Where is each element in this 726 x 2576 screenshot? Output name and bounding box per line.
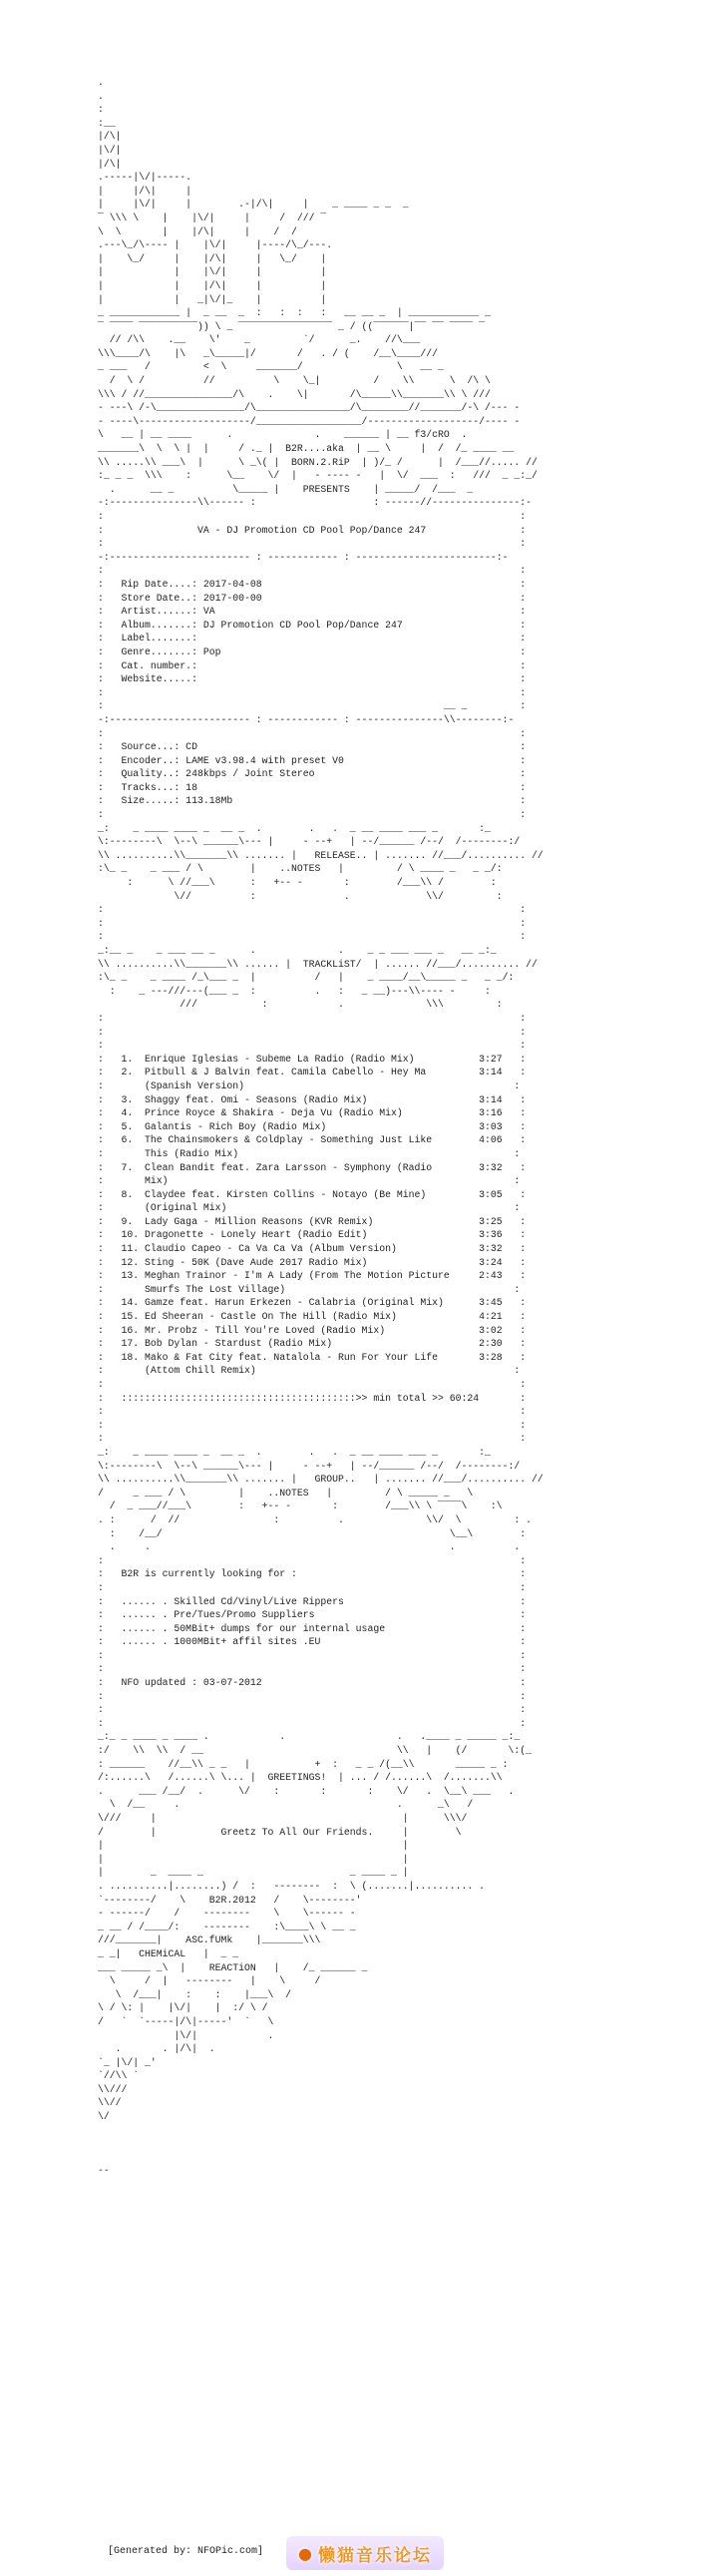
nfo-line: : : bbox=[98, 904, 527, 916]
nfo-line bbox=[98, 2137, 726, 2151]
nfo-line: \\ ..........\\_______\\ ...... | TRACKLiST/ | ...... //___/.......... // bbox=[98, 958, 538, 970]
nfo-line: :\_ _ _ ____ /_\___ _ | / | _ ____/__\_____ _ _ _/: bbox=[98, 972, 515, 984]
nfo-line: | _ ____ _ _ ____ _ | bbox=[98, 1867, 409, 1879]
nfo-line: . ..........|........) / : -------- : \ (.......|.......... . bbox=[98, 1880, 486, 1892]
nfo-line: : ...... . 1000MBit+ affil sites .EU : bbox=[98, 1636, 527, 1648]
nfo-line: / | Greetz To All Our Friends. | \ bbox=[98, 1826, 462, 1838]
nfo-line: : /__/ \__\ : bbox=[98, 1527, 527, 1539]
nfo-line: : : bbox=[98, 1433, 527, 1445]
nfo-line: | | |/\| | | bbox=[98, 279, 327, 291]
nfo-line: | | |\/| | | bbox=[98, 266, 327, 278]
track-line: : (Original Mix) : bbox=[98, 1202, 521, 1214]
track-line: : : bbox=[98, 1406, 527, 1418]
nfo-line: /// : . \\\ : bbox=[98, 999, 503, 1011]
nfo-line: `_ |\/| _' bbox=[98, 2056, 157, 2068]
nfo-line: \\ ..........\\_______\\ ....... | RELEASE.. | ....... //___/.......... // bbox=[98, 849, 544, 861]
nfo-line: _ ___ / < \ _______/ \ __ _ bbox=[98, 361, 444, 373]
track-line: : : bbox=[98, 1379, 527, 1390]
nfo-line: / _ ___//___\ : +-- - : /___\\ \ ¯¯¯¯\ :\ bbox=[98, 1501, 503, 1512]
track-line: : 5. Galantis - Rich Boy (Radio Mix) 3:03 : bbox=[98, 1120, 527, 1132]
nfo-line: . __ _ \_____ | PRESENTS | _____/ /___ _ bbox=[98, 483, 474, 495]
nfo-line: \:--------\ \--\ ______\--- | - --+ | --/______ /--/ /--------:/ bbox=[98, 836, 521, 848]
track-line: : 3. Shaggy feat. Omi - Seasons (Radio Mix) 3:14 : bbox=[98, 1093, 527, 1105]
track-line: : Smurfs The Lost Village) : bbox=[98, 1283, 521, 1295]
nfo-line: `//\\ ` bbox=[98, 2070, 140, 2082]
nfo-line: : Tracks...: 18 : bbox=[98, 781, 527, 793]
track-line: : 6. The Chainsmokers & Coldplay - Something Just Like 4:06 : bbox=[98, 1134, 527, 1146]
nfo-line: : bbox=[98, 104, 104, 116]
nfo-line: |/\| bbox=[98, 158, 122, 170]
nfo-line: : : bbox=[98, 686, 527, 698]
nfo-line: : \ //___\ : +-- - : /___\\ / : bbox=[98, 877, 497, 889]
nfo-line: _ ____________ | _ __ _ : : : : __ __ _ | ____________ _ bbox=[98, 307, 491, 319]
nfo-line: : Rip Date....: 2017-04-08 : bbox=[98, 578, 527, 590]
nfo-line: : Quality..: 248kbps / Joint Stereo : bbox=[98, 768, 527, 780]
nfo-line: \ __ | __ ____ . . ______ | __ f3/cRO . bbox=[98, 429, 468, 441]
nfo-line: |\/| . bbox=[98, 2029, 274, 2041]
nfo-line: .-----|\/|-----. bbox=[98, 172, 192, 184]
nfo-line: : : bbox=[98, 1704, 527, 1716]
nfo-line: : Source...: CD : bbox=[98, 741, 527, 753]
nfo-line: : : bbox=[98, 1026, 527, 1038]
nfo-line: | |/\| | bbox=[98, 185, 192, 197]
track-line: : 8. Claydee feat. Kirsten Collins - Notayo (Be Mine) 3:05 : bbox=[98, 1188, 527, 1200]
nfo-line: -:------------------------ : ------------ : ------------------------:- bbox=[98, 551, 509, 563]
nfo-line: ¯ ¯¯¯¯ ¯¯¯¯¯¯¯¯¯¯)) \ _ ¯¯¯¯¯¯¯¯¯¯¯¯¯¯¯¯ _ / ((¯¯¯¯¯¯|¯¯ ¯¯ ¯¯¯¯ ¯ bbox=[98, 320, 486, 332]
nfo-line: -- bbox=[98, 2165, 110, 2177]
cat-logo-icon: ● bbox=[298, 2543, 314, 2563]
nfo-line: \\// bbox=[98, 2097, 122, 2109]
nfo-line: _______\ \ \ | | / ._ | B2R....aka | __ \ | / /_ ____ __ bbox=[98, 443, 515, 455]
nfo-line: / ` `-----|/\|-----' ` \ bbox=[98, 2015, 274, 2027]
nfo-line: ___ _____ _\ | REACTiON | /_ ______ _ bbox=[98, 1961, 368, 1973]
track-line: : (Spanish Version) : bbox=[98, 1079, 521, 1091]
tracklist-block bbox=[98, 1053, 726, 1419]
nfo-line: _: _ ____ ____ _ __ _ . . . _ __ ____ ___ _ :_ bbox=[98, 1446, 491, 1458]
nfo-line: _ __ / /____/: -------- :\____\ \ __ _ bbox=[98, 1921, 356, 1932]
nfo-line: \ /__ . . _\ / bbox=[98, 1799, 474, 1811]
nfo-line: : ...... . Skilled Cd/Vinyl/Live Rippers : bbox=[98, 1595, 527, 1607]
track-line: : (Attom Chill Remix) : bbox=[98, 1365, 521, 1377]
nfo-line: : : bbox=[98, 1690, 527, 1702]
nfo-line: \/// | | \\\/ bbox=[98, 1813, 468, 1824]
nfo-line: : : bbox=[98, 1419, 527, 1431]
nfo-line: -:------------------------ : ------------ : ---------------\\--------:- bbox=[98, 713, 515, 725]
track-line: : 2. Pitbull & J Balvin feat. Camila Cabello - Hey Ma 3:14 : bbox=[98, 1067, 527, 1078]
nfo-line: :\_ _ _ ___ / \ | ..NOTES | / \ ____ _ _ _/: bbox=[98, 863, 503, 875]
nfo-header-block bbox=[98, 76, 726, 1053]
track-line: : 15. Ed Sheeran - Castle On The Hill (Radio Mix) 4:21 : bbox=[98, 1311, 527, 1323]
nfo-line: . bbox=[98, 77, 104, 88]
nfo-line: : : bbox=[98, 1581, 527, 1593]
nfo-line: \ /___| : : |___\ / bbox=[98, 1988, 292, 2000]
nfo-text bbox=[0, 76, 726, 2540]
nfo-line: |/\| bbox=[98, 131, 122, 143]
nfo-line: : : bbox=[98, 809, 527, 821]
nfo-line: . . |/\| . bbox=[98, 2043, 215, 2055]
nfo-line: | | bbox=[98, 1853, 409, 1865]
nfo-line bbox=[98, 2151, 726, 2165]
nfo-line: . . . . bbox=[98, 1541, 521, 1553]
track-line: : 9. Lady Gaga - Million Reasons (KVR Remix) 3:25 : bbox=[98, 1215, 527, 1227]
nfo-line: | | bbox=[98, 1840, 409, 1852]
nfo-line: : ______ //__\\ _ _ | + : _ _ /(__\\ _____ _ : bbox=[98, 1758, 509, 1770]
page-footer bbox=[0, 2534, 726, 2576]
nfo-line: / \ / // \ \_| / \\ \ /\ \ bbox=[98, 375, 491, 387]
nfo-line: \\ .....\\ ___\ | \ _\( | BORN.2.RiP | )/_ / | /___//..... // bbox=[98, 456, 538, 468]
nfo-line: : : bbox=[98, 1012, 527, 1024]
track-line: : 10. Dragonette - Lonely Heart (Radio Edit) 3:36 : bbox=[98, 1229, 527, 1241]
nfo-line: : NFO updated : 03-07-2012 : bbox=[98, 1677, 527, 1689]
nfo-line: // /\\ .__ \' _ `/ _. //\___ bbox=[98, 334, 421, 346]
nfo-line: \\\____/\ |\ _\_____|/ / . / ( /__\____/// bbox=[98, 347, 438, 359]
nfo-line: - ----\-------------------/__________________/-------------------/---- - bbox=[98, 415, 521, 427]
nfo-line: \\\ / //_______________/\ . \| /\_____\\_______\\ \ /// bbox=[98, 388, 491, 400]
nfo-line: : : bbox=[98, 1649, 527, 1661]
generated-by-text: [Generated by: NFOPic.com] bbox=[108, 2546, 264, 2557]
track-line: : 7. Clean Bandit feat. Zara Larsson - Symphony (Radio 3:32 : bbox=[98, 1161, 527, 1173]
nfo-line: ///_______| ASC.fUMk |_______\\\ bbox=[98, 1934, 321, 1946]
nfo-line: \\/// bbox=[98, 2083, 128, 2095]
nfo-line: `--------/ \ B2R.2012 / \--------' bbox=[98, 1894, 362, 1906]
nfo-line: : : bbox=[98, 931, 527, 943]
nfo-line: : B2R is currently looking for : : bbox=[98, 1568, 527, 1580]
nfo-line: \ \ | |/\| | / / bbox=[98, 225, 297, 237]
track-line: : 1. Enrique Iglesias - Subeme La Radio (Radio Mix) 3:27 : bbox=[98, 1053, 527, 1065]
nfo-line: : : bbox=[98, 727, 527, 739]
nfo-line: : : bbox=[98, 1554, 527, 1566]
nfo-line: : Store Date..: 2017-00-00 : bbox=[98, 592, 527, 604]
track-line: : 13. Meghan Trainor - I'm A Lady (From The Motion Picture 2:43 : bbox=[98, 1270, 527, 1282]
nfo-line: : Genre.......: Pop : bbox=[98, 645, 527, 657]
track-line: : 18. Mako & Fat City feat. Natalola - Run For Your Life 3:28 : bbox=[98, 1351, 527, 1363]
nfo-line: _ _| CHEMiCAL | _ _ bbox=[98, 1947, 239, 1959]
nfo-line: : Album.......: DJ Promotion CD Pool Pop/Dance 247 : bbox=[98, 619, 527, 631]
track-line: : 11. Claudio Capeo - Ca Va Ca Va (Album Version) 3:32 : bbox=[98, 1243, 527, 1255]
nfo-line: . ___ /__/ . \/ : : : \/ . \__\ ___ . bbox=[98, 1785, 515, 1797]
nfo-line: : : bbox=[98, 538, 527, 550]
track-line: : 16. Mr. Probz - Till You're Loved (Radio Mix) 3:02 : bbox=[98, 1324, 527, 1336]
nfo-line: |\/| bbox=[98, 144, 122, 156]
track-line: : 17. Bob Dylan - Stardust (Radio Mix) 2:30 : bbox=[98, 1338, 527, 1350]
nfo-line: :__ bbox=[98, 117, 116, 129]
nfo-line: : : bbox=[98, 511, 527, 522]
nfo-line: : : bbox=[98, 1717, 527, 1729]
track-line: : Mix) : bbox=[98, 1175, 521, 1187]
nfo-line: \ / \: | |\/| | :/ \ / bbox=[98, 2002, 268, 2014]
nfo-line: : VA - DJ Promotion CD Pool Pop/Dance 247 : bbox=[98, 524, 527, 536]
nfo-line: : Cat. number.: : bbox=[98, 659, 527, 671]
track-line: : 4. Prince Royce & Shakira - Deja Vu (Radio Mix) 3:16 : bbox=[98, 1107, 527, 1119]
nfo-line: :/ \\ \\ / __ \\ | (/ \:(_ bbox=[98, 1745, 533, 1757]
nfo-line: | \_/ | |/\| | \_/ | bbox=[98, 252, 327, 264]
nfo-line: _: _ ____ ____ _ __ _ . . . _ __ ____ ___ _ :_ bbox=[98, 822, 491, 834]
nfo-line: : ...... . 50MBit+ dumps for our internal usage : bbox=[98, 1622, 527, 1634]
nfo-line: : Size.....: 113.18Mb : bbox=[98, 795, 527, 807]
forum-watermark bbox=[286, 2536, 444, 2570]
nfo-line: : _ ---///---(___ _ : . : _ __)---\\---- - : bbox=[98, 985, 491, 997]
nfo-line: \/ bbox=[98, 2111, 110, 2123]
watermark-text: 懒猫音乐论坛 bbox=[317, 2545, 432, 2566]
track-line: : 12. Sting - 50K (Dave Aude 2017 Radio Mix) 3:24 : bbox=[98, 1256, 527, 1268]
track-line: : 14. Gamze feat. Harun Erkezen - Calabria (Original Mix) 3:45 : bbox=[98, 1297, 527, 1309]
track-line: : This (Radio Mix) : bbox=[98, 1147, 521, 1159]
nfo-line: \// : . \\/ : bbox=[98, 890, 503, 902]
nfo-line: :_ _ _ \\\ : \__ \/ | - ---- - | \/ ___ : /// _ _:_/ bbox=[98, 470, 538, 482]
nfo-line: \ / | -------- | \ / bbox=[98, 1975, 321, 1987]
nfo-line: : : bbox=[98, 1040, 527, 1052]
nfo-line: : Encoder..: LAME v3.98.4 with preset V0 : bbox=[98, 754, 527, 766]
nfo-line bbox=[98, 2124, 726, 2138]
nfo-line: . : / // : . \\/ \ : . bbox=[98, 1513, 533, 1525]
nfo-line: : Website.....: : bbox=[98, 673, 527, 685]
nfo-line: : Label.......: : bbox=[98, 633, 527, 644]
nfo-line: : __ _ : bbox=[98, 700, 527, 712]
nfo-line: _:__ _ _ ___ __ _ . . _ _ ___ ___ _ __ _:_ bbox=[98, 945, 497, 956]
nfo-line: \:--------\ \--\ ______\--- | - --+ | --/______ /--/ /--------:/ bbox=[98, 1460, 521, 1472]
nfo-line: : Artist......: VA : bbox=[98, 606, 527, 618]
nfo-line: : : bbox=[98, 1663, 527, 1675]
nfo-line: /:......\ /......\ \... | GREETINGS! | ... / /......\ /.......\\ bbox=[98, 1772, 503, 1784]
nfo-line: | | _|\/|_ | | bbox=[98, 293, 327, 305]
nfo-line: / _ ___ / \ | ..NOTES | / \ _____ _ \ bbox=[98, 1487, 474, 1499]
nfo-line: : : bbox=[98, 917, 527, 929]
nfo-line: : ...... . Pre/Tues/Promo Suppliers : bbox=[98, 1609, 527, 1621]
nfo-line: \\ ..........\\_______\\ ....... | GROUP.. | ....... //___/.......... // bbox=[98, 1474, 544, 1486]
nfo-line: - ------/ / -------- \ \------ - bbox=[98, 1908, 356, 1920]
nfo-line: _:_ _ ____ _ ____ . . . .____ _ _____ _:_ bbox=[98, 1731, 521, 1743]
nfo-line: - ---\ /-\_______________/\________________/\________//_______/-\ /--- - bbox=[98, 402, 521, 414]
nfo-footer-block bbox=[98, 1419, 726, 2178]
nfo-line: | |\/| | .-|/\| | _ ____ _ _ _ bbox=[98, 199, 409, 211]
nfo-line: : : bbox=[98, 565, 527, 577]
track-line: : ::::::::::::::::::::::::::::::::::::::::>> min total >> 60:24 : bbox=[98, 1392, 527, 1404]
nfo-line: .---\_/\---- | |\/| |----/\_/---. bbox=[98, 239, 333, 251]
nfo-line: ¯ \\\ \ | |\/| | / /// ¯ bbox=[98, 212, 327, 223]
nfo-line: . bbox=[98, 90, 104, 102]
nfo-line: -:---------------\\------ : : ------//---------------:- bbox=[98, 497, 533, 509]
